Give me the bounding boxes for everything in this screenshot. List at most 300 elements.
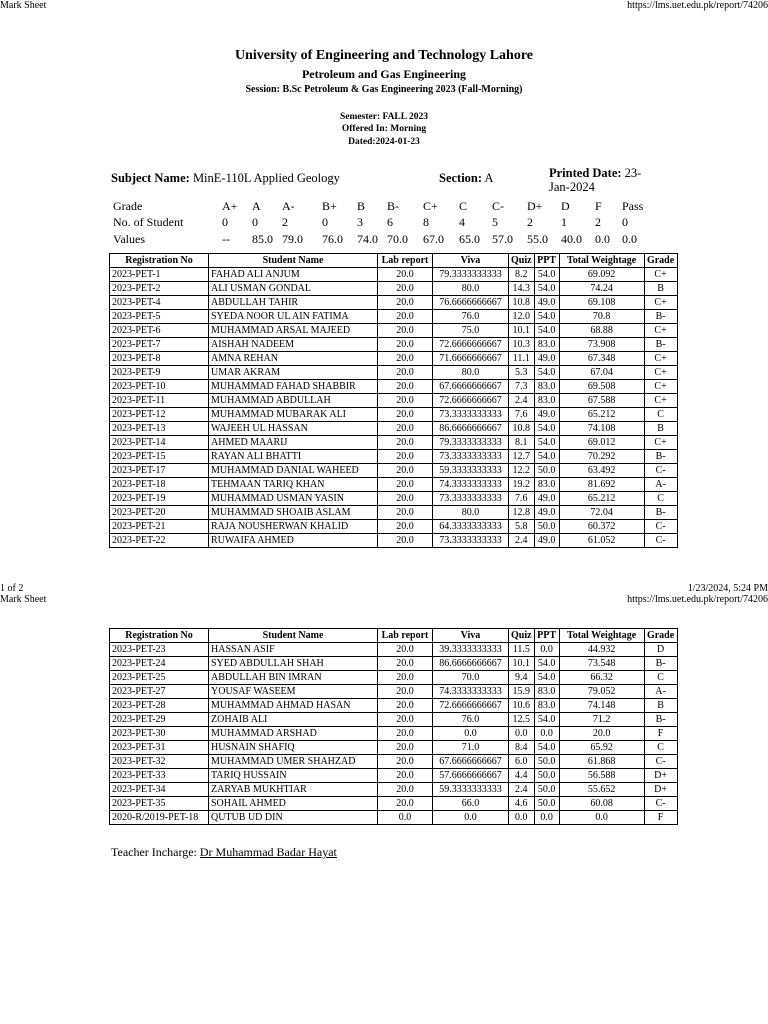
grade-summary-cell: C- — [492, 199, 504, 213]
cell-grade: B- — [644, 506, 677, 520]
cell-lab-report: 20.0 — [378, 741, 433, 755]
cell-student-name: MUHAMMAD USMAN YASIN — [209, 492, 378, 506]
cell-viva: 0.0 — [433, 727, 509, 741]
cell-registration-no: 2023-PET-28 — [110, 699, 209, 713]
cell-ppt: 49.0 — [534, 492, 559, 506]
cell-ppt: 50.0 — [534, 755, 559, 769]
grade-summary-cell: 55.0 — [527, 232, 548, 246]
cell-student-name: ABDULLAH BIN IMRAN — [209, 671, 378, 685]
cell-viva: 70.0 — [433, 671, 509, 685]
cell-viva: 0.0 — [433, 811, 509, 825]
cell-ppt: 54.0 — [534, 741, 559, 755]
cell-ppt: 49.0 — [534, 534, 559, 548]
cell-total-weightage: 44.932 — [559, 643, 644, 657]
table-row — [110, 797, 678, 811]
cell-grade: F — [644, 811, 677, 825]
table-row — [110, 534, 678, 548]
cell-registration-no: 2023-PET-20 — [110, 506, 209, 520]
cell-lab-report: 0.0 — [378, 811, 433, 825]
cell-viva: 67.6666666667 — [433, 380, 509, 394]
grade-summary-cell: 65.0 — [459, 232, 480, 246]
grade-summary-cell: C+ — [423, 199, 438, 213]
cell-lab-report: 20.0 — [378, 338, 433, 352]
cell-quiz: 2.4 — [509, 534, 535, 548]
column-header-ppt: PPT — [534, 254, 559, 268]
offered-in-line: Offered In: Morning — [341, 124, 427, 134]
cell-student-name: YOUSAF WASEEM — [209, 685, 378, 699]
cell-viva: 66.0 — [433, 797, 509, 811]
teacher-name[interactable]: Dr Muhammad Badar Hayat — [199, 845, 337, 859]
cell-lab-report: 20.0 — [378, 755, 433, 769]
table-row — [110, 338, 678, 352]
cell-ppt: 54.0 — [534, 450, 559, 464]
cell-total-weightage: 69.508 — [559, 380, 644, 394]
cell-grade: C+ — [644, 380, 677, 394]
cell-student-name: MUHAMMAD ARSAL MAJEED — [209, 324, 378, 338]
cell-registration-no: 2023-PET-33 — [110, 769, 209, 783]
grade-summary-cell: A+ — [222, 199, 238, 213]
cell-total-weightage: 0.0 — [559, 811, 644, 825]
column-header-total-weightage: Total Weightage — [559, 629, 644, 643]
cell-student-name: MUHAMMAD SHOAIB ASLAM — [209, 506, 378, 520]
cell-lab-report: 20.0 — [378, 352, 433, 366]
cell-lab-report: 20.0 — [378, 520, 433, 534]
column-header-student-name: Student Name — [209, 254, 378, 268]
subject-value: MinE-110L Applied Geology — [192, 171, 340, 185]
cell-lab-report: 20.0 — [378, 671, 433, 685]
table-row — [110, 741, 678, 755]
cell-quiz: 10.3 — [509, 338, 535, 352]
printed-label: Printed Date: — [549, 166, 622, 180]
table-row — [110, 268, 678, 282]
subject-label: Subject Name: — [111, 171, 190, 185]
table-row — [110, 699, 678, 713]
grade-summary-cell: A- — [282, 199, 295, 213]
table-row — [110, 769, 678, 783]
cell-student-name: MUHAMMAD UMER SHAHZAD — [209, 755, 378, 769]
cell-registration-no: 2023-PET-31 — [110, 741, 209, 755]
cell-quiz: 10.6 — [509, 699, 535, 713]
cell-student-name: WAJEEH UL HASSAN — [209, 422, 378, 436]
cell-total-weightage: 65.92 — [559, 741, 644, 755]
cell-quiz: 8.1 — [509, 436, 535, 450]
cell-quiz: 7.6 — [509, 408, 535, 422]
cell-grade: C+ — [644, 268, 677, 282]
cell-viva: 80.0 — [433, 366, 509, 380]
cell-lab-report: 20.0 — [378, 797, 433, 811]
cell-grade: D — [644, 643, 677, 657]
cell-student-name: MUHAMMAD DANIAL WAHEED — [209, 464, 378, 478]
grade-summary-label: Grade — [113, 199, 143, 213]
cell-quiz: 15.9 — [509, 685, 535, 699]
cell-ppt: 83.0 — [534, 685, 559, 699]
cell-grade: D+ — [644, 769, 677, 783]
cell-quiz: 5.8 — [509, 520, 535, 534]
cell-student-name: HASSAN ASIF — [209, 643, 378, 657]
cell-quiz: 10.8 — [509, 422, 535, 436]
cell-lab-report: 20.0 — [378, 408, 433, 422]
grade-summary-cell: Pass — [622, 199, 644, 213]
grade-summary-cell: D+ — [527, 199, 543, 213]
cell-student-name: AMNA REHAN — [209, 352, 378, 366]
cell-grade: A- — [644, 478, 677, 492]
cell-total-weightage: 56.588 — [559, 769, 644, 783]
cell-viva: 73.3333333333 — [433, 408, 509, 422]
cell-viva: 86.6666666667 — [433, 422, 509, 436]
printed-date — [549, 166, 649, 194]
cell-student-name: RAJA NOUSHERWAN KHALID — [209, 520, 378, 534]
cell-grade: B — [644, 282, 677, 296]
cell-ppt: 83.0 — [534, 699, 559, 713]
cell-total-weightage: 81.692 — [559, 478, 644, 492]
cell-lab-report: 20.0 — [378, 464, 433, 478]
cell-grade: C+ — [644, 366, 677, 380]
cell-grade: B — [644, 699, 677, 713]
cell-registration-no: 2023-PET-1 — [110, 268, 209, 282]
cell-registration-no: 2023-PET-35 — [110, 797, 209, 811]
cell-lab-report: 20.0 — [378, 366, 433, 380]
cell-registration-no: 2023-PET-15 — [110, 450, 209, 464]
cell-ppt: 49.0 — [534, 296, 559, 310]
cell-viva: 39.3333333333 — [433, 643, 509, 657]
cell-registration-no: 2023-PET-9 — [110, 366, 209, 380]
cell-ppt: 54.0 — [534, 310, 559, 324]
cell-lab-report: 20.0 — [378, 310, 433, 324]
cell-viva: 67.6666666667 — [433, 755, 509, 769]
cell-grade: C — [644, 671, 677, 685]
cell-ppt: 54.0 — [534, 713, 559, 727]
cell-quiz: 2.4 — [509, 783, 535, 797]
grade-summary-label: Values — [113, 232, 145, 246]
cell-grade: F — [644, 727, 677, 741]
cell-quiz: 10.8 — [509, 296, 535, 310]
table-row — [110, 657, 678, 671]
cell-grade: C+ — [644, 296, 677, 310]
grade-summary-cell: 85.0 — [252, 232, 273, 246]
grade-summary-cell: 67.0 — [423, 232, 444, 246]
cell-total-weightage: 73.548 — [559, 657, 644, 671]
table-row — [110, 394, 678, 408]
cell-grade: C+ — [644, 436, 677, 450]
cell-viva: 76.0 — [433, 310, 509, 324]
cell-student-name: MUHAMMAD ARSHAD — [209, 727, 378, 741]
cell-quiz: 10.1 — [509, 324, 535, 338]
column-header-ppt: PPT — [534, 629, 559, 643]
cell-quiz: 8.2 — [509, 268, 535, 282]
cell-ppt: 50.0 — [534, 797, 559, 811]
cell-student-name: TEHMAAN TARIQ KHAN — [209, 478, 378, 492]
cell-viva: 72.6666666667 — [433, 394, 509, 408]
cell-student-name: ZARYAB MUKHTIAR — [209, 783, 378, 797]
cell-registration-no: 2023-PET-27 — [110, 685, 209, 699]
cell-lab-report: 20.0 — [378, 450, 433, 464]
table-header-row — [110, 254, 678, 268]
table-row — [110, 755, 678, 769]
column-header-grade: Grade — [644, 254, 677, 268]
column-header-quiz: Quiz — [509, 629, 535, 643]
page1-header-url[interactable]: https://lms.uet.edu.pk/report/74206 — [627, 0, 768, 11]
cell-lab-report: 20.0 — [378, 643, 433, 657]
cell-quiz: 7.6 — [509, 492, 535, 506]
cell-lab-report: 20.0 — [378, 394, 433, 408]
cell-viva: 73.3333333333 — [433, 534, 509, 548]
grade-summary-cell: B- — [387, 199, 399, 213]
cell-total-weightage: 61.052 — [559, 534, 644, 548]
cell-student-name: SYED ABDULLAH SHAH — [209, 657, 378, 671]
cell-lab-report: 20.0 — [378, 478, 433, 492]
cell-grade: D+ — [644, 783, 677, 797]
table-row — [110, 450, 678, 464]
cell-student-name: SOHAIL AHMED — [209, 797, 378, 811]
cell-lab-report: 20.0 — [378, 324, 433, 338]
department-title: Petroleum and Gas Engineering — [301, 67, 467, 81]
cell-total-weightage: 66.32 — [559, 671, 644, 685]
section-value: A — [484, 171, 494, 185]
column-header-viva: Viva — [433, 629, 509, 643]
cell-viva: 76.0 — [433, 713, 509, 727]
cell-lab-report: 20.0 — [378, 685, 433, 699]
grade-summary-cell: 8 — [423, 215, 429, 229]
cell-total-weightage: 69.012 — [559, 436, 644, 450]
cell-quiz: 0.0 — [509, 727, 535, 741]
grade-summary-cell: -- — [222, 232, 230, 246]
cell-total-weightage: 65.212 — [559, 492, 644, 506]
cell-ppt: 83.0 — [534, 380, 559, 394]
cell-viva: 73.3333333333 — [433, 450, 509, 464]
printed-value: 23-Jan-2024 — [549, 166, 642, 194]
cell-lab-report: 20.0 — [378, 492, 433, 506]
table-row — [110, 464, 678, 478]
cell-quiz: 0.0 — [509, 811, 535, 825]
cell-lab-report: 20.0 — [378, 436, 433, 450]
cell-registration-no: 2023-PET-19 — [110, 492, 209, 506]
cell-total-weightage: 55.652 — [559, 783, 644, 797]
marks-table-page2 — [109, 628, 678, 825]
cell-ppt: 54.0 — [534, 268, 559, 282]
cell-registration-no: 2023-PET-6 — [110, 324, 209, 338]
cell-grade: B — [644, 422, 677, 436]
cell-viva: 80.0 — [433, 282, 509, 296]
cell-grade: C+ — [644, 394, 677, 408]
cell-grade: B- — [644, 450, 677, 464]
cell-grade: C+ — [644, 324, 677, 338]
cell-grade: B- — [644, 338, 677, 352]
cell-registration-no: 2023-PET-29 — [110, 713, 209, 727]
table-row — [110, 282, 678, 296]
cell-viva: 72.6666666667 — [433, 338, 509, 352]
cell-quiz: 6.0 — [509, 755, 535, 769]
cell-ppt: 49.0 — [534, 408, 559, 422]
cell-lab-report: 20.0 — [378, 506, 433, 520]
column-header-lab-report: Lab report — [378, 254, 433, 268]
table-row — [110, 296, 678, 310]
cell-registration-no: 2023-PET-10 — [110, 380, 209, 394]
cell-quiz: 11.1 — [509, 352, 535, 366]
cell-viva: 64.3333333333 — [433, 520, 509, 534]
cell-registration-no: 2023-PET-7 — [110, 338, 209, 352]
page2-header-url[interactable]: https://lms.uet.edu.pk/report/74206 — [627, 594, 768, 605]
cell-registration-no: 2023-PET-5 — [110, 310, 209, 324]
cell-ppt: 50.0 — [534, 783, 559, 797]
cell-student-name: TARIQ HUSSAIN — [209, 769, 378, 783]
table-row — [110, 422, 678, 436]
cell-student-name: SYEDA NOOR UL AIN FATIMA — [209, 310, 378, 324]
cell-total-weightage: 69.108 — [559, 296, 644, 310]
cell-total-weightage: 70.292 — [559, 450, 644, 464]
cell-registration-no: 2023-PET-23 — [110, 643, 209, 657]
grade-summary-cell: 70.0 — [387, 232, 408, 246]
cell-viva: 75.0 — [433, 324, 509, 338]
section — [439, 171, 494, 186]
session-line: Session: B.Sc Petroleum & Gas Engineering 2023 (Fall-Morning) — [245, 84, 523, 95]
section-label: Section: — [439, 171, 483, 185]
cell-registration-no: 2023-PET-13 — [110, 422, 209, 436]
page1-footer-pagenum: 1 of 2 — [0, 583, 24, 594]
cell-ppt: 49.0 — [534, 506, 559, 520]
cell-quiz: 9.4 — [509, 671, 535, 685]
cell-student-name: MUHAMMAD ABDULLAH — [209, 394, 378, 408]
cell-registration-no: 2023-PET-34 — [110, 783, 209, 797]
cell-grade: B- — [644, 713, 677, 727]
column-header-total-weightage: Total Weightage — [559, 254, 644, 268]
column-header-lab-report: Lab report — [378, 629, 433, 643]
cell-quiz: 2.4 — [509, 394, 535, 408]
cell-registration-no: 2023-PET-22 — [110, 534, 209, 548]
cell-viva: 71.6666666667 — [433, 352, 509, 366]
table-row — [110, 520, 678, 534]
table-row — [110, 643, 678, 657]
cell-grade: C+ — [644, 352, 677, 366]
cell-ppt: 54.0 — [534, 657, 559, 671]
table-row — [110, 478, 678, 492]
cell-lab-report: 20.0 — [378, 783, 433, 797]
cell-registration-no: 2023-PET-32 — [110, 755, 209, 769]
cell-ppt: 54.0 — [534, 366, 559, 380]
cell-ppt: 54.0 — [534, 282, 559, 296]
cell-ppt: 50.0 — [534, 769, 559, 783]
table-row — [110, 324, 678, 338]
grade-summary-cell: A — [252, 199, 261, 213]
cell-lab-report: 20.0 — [378, 268, 433, 282]
grade-summary-cell: B+ — [322, 199, 337, 213]
cell-ppt: 54.0 — [534, 436, 559, 450]
cell-grade: C- — [644, 520, 677, 534]
cell-quiz: 12.7 — [509, 450, 535, 464]
grade-summary-cell: 40.0 — [561, 232, 582, 246]
cell-viva: 76.6666666667 — [433, 296, 509, 310]
cell-registration-no: 2023-PET-11 — [110, 394, 209, 408]
grade-summary-cell: 76.0 — [322, 232, 343, 246]
cell-total-weightage: 65.212 — [559, 408, 644, 422]
grade-summary-cell: B — [357, 199, 366, 213]
grade-summary-cell: 0 — [222, 215, 228, 229]
cell-registration-no: 2023-PET-8 — [110, 352, 209, 366]
cell-student-name: QUTUB UD DIN — [209, 811, 378, 825]
cell-quiz: 12.5 — [509, 713, 535, 727]
table-row — [110, 506, 678, 520]
cell-total-weightage: 67.588 — [559, 394, 644, 408]
cell-total-weightage: 60.372 — [559, 520, 644, 534]
table-row — [110, 352, 678, 366]
cell-ppt: 54.0 — [534, 671, 559, 685]
cell-lab-report: 20.0 — [378, 296, 433, 310]
grade-summary-cell: 6 — [387, 215, 393, 229]
grade-summary-cell: 0 — [622, 215, 628, 229]
cell-quiz: 12.0 — [509, 310, 535, 324]
table-header-row — [110, 629, 678, 643]
cell-grade: C — [644, 741, 677, 755]
table-row — [110, 727, 678, 741]
grade-summary-cell: 5 — [492, 215, 498, 229]
cell-registration-no: 2023-PET-24 — [110, 657, 209, 671]
grade-summary-cell: 2 — [527, 215, 533, 229]
cell-quiz: 14.3 — [509, 282, 535, 296]
cell-quiz: 5.3 — [509, 366, 535, 380]
cell-ppt: 54.0 — [534, 422, 559, 436]
cell-viva: 57.6666666667 — [433, 769, 509, 783]
page1-header-title: Mark Sheet — [0, 0, 47, 11]
grade-summary-cell: 2 — [282, 215, 288, 229]
table-row — [110, 811, 678, 825]
grade-summary-cell: 0.0 — [595, 232, 610, 246]
cell-ppt: 83.0 — [534, 338, 559, 352]
teacher-incharge — [111, 845, 337, 860]
cell-total-weightage: 61.868 — [559, 755, 644, 769]
cell-ppt: 0.0 — [534, 643, 559, 657]
page1-footer-datetime: 1/23/2024, 5:24 PM — [687, 583, 768, 594]
grade-summary-cell: 0 — [252, 215, 258, 229]
cell-total-weightage: 74.24 — [559, 282, 644, 296]
cell-student-name: UMAR AKRAM — [209, 366, 378, 380]
cell-registration-no: 2020-R/2019-PET-18 — [110, 811, 209, 825]
table-row — [110, 685, 678, 699]
table-row — [110, 436, 678, 450]
cell-ppt: 54.0 — [534, 324, 559, 338]
table-row — [110, 713, 678, 727]
cell-total-weightage: 73.908 — [559, 338, 644, 352]
cell-quiz: 4.4 — [509, 769, 535, 783]
grade-summary-cell: F — [595, 199, 602, 213]
column-header-registration-no: Registration No — [110, 254, 209, 268]
cell-quiz: 10.1 — [509, 657, 535, 671]
cell-grade: B- — [644, 657, 677, 671]
cell-registration-no: 2023-PET-2 — [110, 282, 209, 296]
cell-total-weightage: 60.08 — [559, 797, 644, 811]
cell-total-weightage: 20.0 — [559, 727, 644, 741]
cell-total-weightage: 74.108 — [559, 422, 644, 436]
cell-quiz: 12.2 — [509, 464, 535, 478]
grade-summary-cell: 74.0 — [357, 232, 378, 246]
grade-summary-cell: 4 — [459, 215, 465, 229]
cell-lab-report: 20.0 — [378, 713, 433, 727]
cell-grade: C- — [644, 755, 677, 769]
cell-quiz: 11.5 — [509, 643, 535, 657]
cell-total-weightage: 68.88 — [559, 324, 644, 338]
grade-summary-cell: 0 — [322, 215, 328, 229]
cell-student-name: MUHAMMAD MUBARAK ALI — [209, 408, 378, 422]
semester-line: Semester: FALL 2023 — [340, 112, 428, 122]
grade-summary-cell: 57.0 — [492, 232, 513, 246]
grade-summary-cell: 3 — [357, 215, 363, 229]
grade-summary-cell: 0.0 — [622, 232, 637, 246]
dated-line: Dated:2024-01-23 — [348, 137, 420, 147]
cell-total-weightage: 63.492 — [559, 464, 644, 478]
grade-summary-cell: 79.0 — [282, 232, 303, 246]
grade-summary-label: No. of Student — [113, 215, 184, 229]
column-header-student-name: Student Name — [209, 629, 378, 643]
cell-ppt: 0.0 — [534, 727, 559, 741]
cell-student-name: ZOHAIB ALI — [209, 713, 378, 727]
